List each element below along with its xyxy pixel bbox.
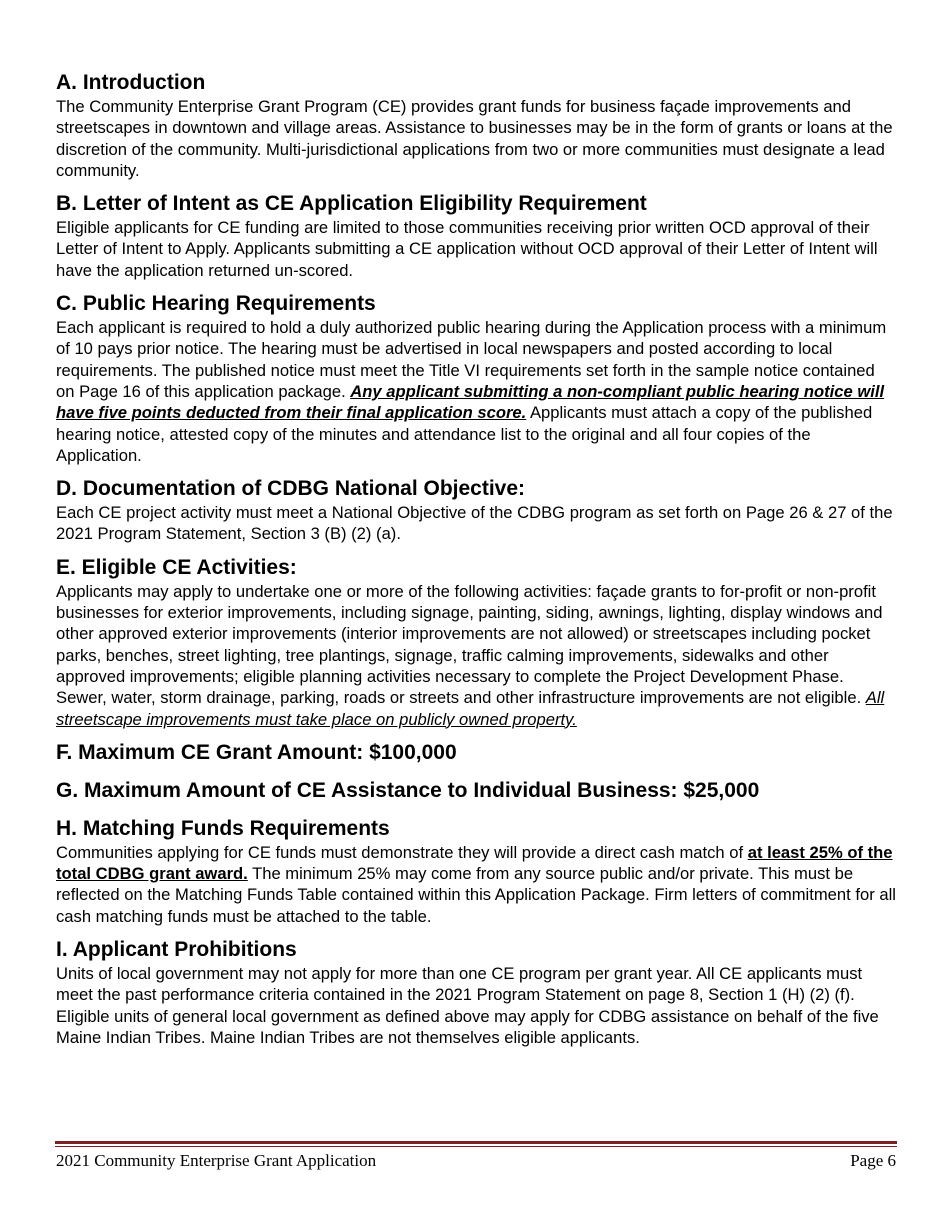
emphasis-text: All streetscape improvements must take place on publicly owned property. [56, 688, 885, 729]
text-run: Applicants may apply to undertake one or more of the following activities: façade grants to for-profit or non-profit businesses for exterior improvements, including signage, painting, siding, awnings, lighting, display windows and other approved exterior improvements (interior improvements are not allowed) or streetscapes including pocket parks, benches, street lighting, tree plantings, signage, traffic calming improvements, sidewalks and other approved improvements; eligible planning activities necessary to complete the Project Development Phase. Sewer, water, storm drainage, parking, roads or streets and other infrastructure improvements are not eligible. [56, 581, 883, 708]
page-number: Page 6 [850, 1151, 896, 1170]
footer-divider-thin [55, 1146, 897, 1147]
text-run: The minimum 25% may come from any source public and/or private. This must be reflected on the Matching Funds Table contained within this Application Package. Firm letters of commitment for all cash matching funds must be attached to the table. [56, 864, 896, 926]
section-heading: D. Documentation of CDBG National Objective: [56, 477, 526, 501]
section-introduction [56, 70, 896, 181]
section-national-objective [56, 476, 896, 545]
section-text: Units of local government may not apply for more than one CE program per grant year. All CE applicants must meet the past performance criteria contained in the 2021 Program Statement on page 8, Section 1 (H) (2) (f). Eligible units of general local government as defined above may apply for CDBG assistance on behalf of the five Maine Indian Tribes. Maine Indian Tribes are not themselves eligible applicants. [56, 964, 879, 1047]
section-matching-funds [56, 816, 896, 927]
emphasis-text: at least 25% of the total CDBG grant award. [56, 842, 893, 884]
section-text: Each CE project activity must meet a National Objective of the CDBG program as set forth on Page 26 & 27 of the 2021 Program Statement, Section 3 (B) (2) (a). [56, 503, 893, 544]
emphasis-text: Any applicant submitting a non-compliant public hearing notice will have five points deducted from their final application score. [56, 381, 885, 423]
section-heading: I. Applicant Prohibitions [56, 938, 297, 962]
section-text [56, 317, 896, 466]
section-text: The Community Enterprise Grant Program (CE) provides grant funds for business façade improvements and streetscapes in downtown and village areas. Assistance to businesses may be in the form of grants or loans at the discretion of the community. Multi-jurisdictional applications from two or more communities must designate a lead community. [56, 97, 893, 180]
text-run: Communities applying for CE funds must demonstrate they will provide a direct cash match of [56, 842, 748, 862]
section-max-grant [56, 740, 896, 766]
section-heading: F. Maximum CE Grant Amount: $100,000 [56, 740, 457, 764]
text-run: Applicants must attach a copy of the published hearing notice, attested copy of the minutes and attendance list to the original and all four copies of the Application. [56, 403, 873, 465]
section-public-hearing [56, 291, 896, 466]
section-heading: B. Letter of Intent as CE Application Eligibility Requirement [56, 192, 647, 216]
footer-divider [55, 1141, 897, 1144]
text-run: Each applicant is required to hold a duly authorized public hearing during the Application process with a minimum of 10 pays prior notice. The hearing must be advertised in local newspapers and posted according to local requirements. The published notice must meet the Title VI requirements set forth in the sample notice contained on Page 16 of this application package. [56, 318, 887, 401]
section-text: Eligible applicants for CE funding are limited to those communities receiving prior written OCD approval of their Letter of Intent to Apply. Applicants submitting a CE application without OCD approval of their Letter of Intent will have the application returned un-scored. [56, 218, 878, 280]
footer-title: 2021 Community Enterprise Grant Application [56, 1151, 377, 1170]
section-letter-of-intent [56, 191, 896, 281]
document-body [56, 70, 896, 1058]
section-max-business-assistance [56, 778, 896, 804]
section-heading: C. Public Hearing Requirements [56, 292, 376, 316]
section-text [56, 581, 896, 730]
section-heading: H. Matching Funds Requirements [56, 816, 390, 840]
section-heading: G. Maximum Amount of CE Assistance to Individual Business: $25,000 [56, 778, 760, 802]
section-text [56, 842, 896, 927]
section-heading: A. Introduction [56, 71, 206, 94]
section-applicant-prohibitions [56, 937, 896, 1048]
page-footer [56, 1151, 896, 1171]
section-eligible-activities [56, 555, 896, 730]
section-heading: E. Eligible CE Activities: [56, 555, 297, 579]
